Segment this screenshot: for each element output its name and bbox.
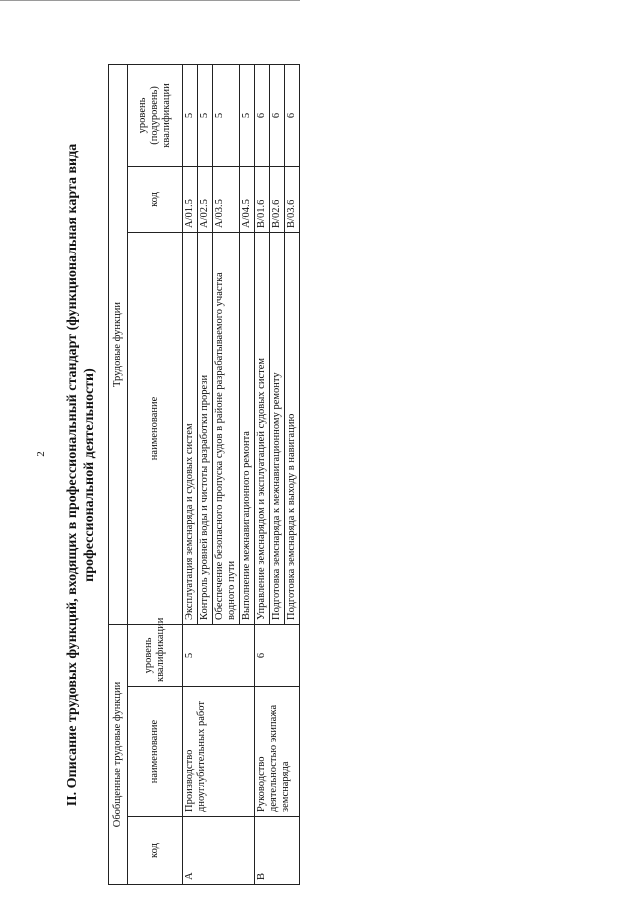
header-generalized-functions: Обобщенные трудовые функции	[109, 624, 128, 884]
header-code: код	[128, 817, 183, 885]
function-level: 5	[213, 64, 240, 166]
table-row	[183, 64, 198, 884]
group-code: B	[255, 817, 300, 885]
function-name: Управление земснарядом и эксплуатацией судовых систем	[255, 232, 270, 624]
function-level: 6	[255, 64, 270, 166]
title-line-1: II. Описание трудовых функций, входящих в профессиональный стандарт (функциональная карта вида	[65, 143, 80, 807]
table-row	[255, 64, 270, 884]
function-code: B/02.6	[270, 166, 285, 232]
function-level: 6	[270, 64, 285, 166]
function-code: A/04.5	[240, 166, 255, 232]
function-name: Контроль уровней воды и чистоты разработки прорези	[198, 232, 213, 624]
function-name: Выполнение межнавигационного ремонта	[240, 232, 255, 624]
function-code: A/01.5	[183, 166, 198, 232]
header-labor-name: наименование	[128, 232, 183, 624]
function-level: 6	[285, 64, 300, 166]
group-code: A	[183, 817, 255, 885]
rotated-content	[62, 65, 320, 885]
header-labor-functions: Трудовые функции	[109, 64, 128, 624]
header-name: наименование	[128, 687, 183, 817]
function-level: 5	[240, 64, 255, 166]
group-name: Руководство деятельностью экипажа земснаряда	[255, 687, 300, 817]
group-level: 5	[183, 624, 255, 686]
function-code: A/03.5	[213, 166, 240, 232]
header-labor-code: код	[128, 166, 183, 232]
function-level: 5	[183, 64, 198, 166]
function-name: Подготовка земснаряда к межнавигационному ремонту	[270, 232, 285, 624]
function-code: B/03.6	[285, 166, 300, 232]
group-name: Производство дноуглубительных работ	[183, 687, 255, 817]
header-qualification-level: уровень квалификации	[128, 624, 183, 686]
page-number: 2	[34, 451, 47, 457]
function-level: 5	[198, 64, 213, 166]
function-name: Эксплуатация земснаряда и судовых систем	[183, 232, 198, 624]
header-sub-level: уровень (подуровень) квалификации	[128, 64, 183, 166]
function-code: A/02.5	[198, 166, 213, 232]
section-title	[62, 65, 108, 885]
top-divider	[0, 0, 300, 1]
function-name: Подготовка земснаряда к выходу в навигацию	[285, 232, 300, 624]
group-level: 6	[255, 624, 300, 686]
function-code: B/01.6	[255, 166, 270, 232]
function-name: Обеспечение безопасного пропуска судов в районе разрабатываемого участка водного пути	[213, 232, 240, 624]
function-map-table	[108, 64, 300, 885]
title-line-2: профессиональной деятельности)	[82, 368, 97, 582]
